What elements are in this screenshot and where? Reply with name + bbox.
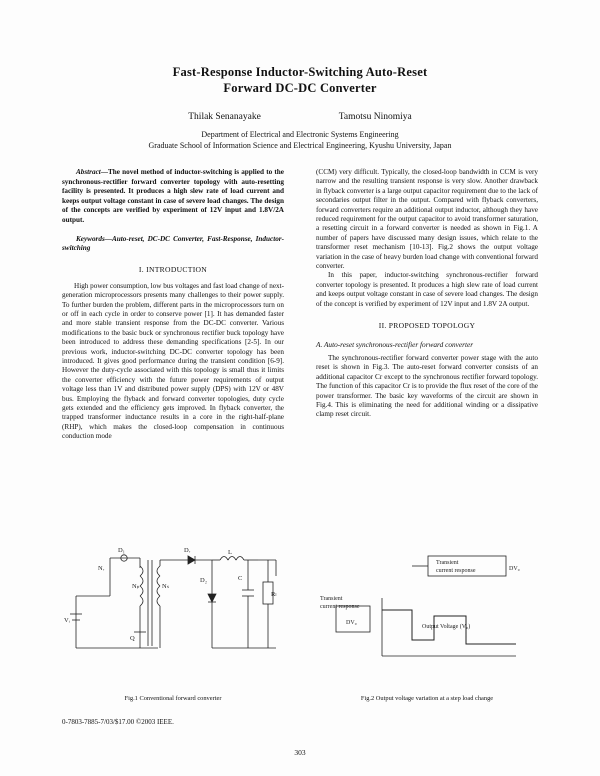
- page-number: 303: [294, 748, 306, 757]
- figure-1-schematic: [62, 536, 284, 686]
- abstract-label: Abstract: [76, 168, 101, 176]
- affiliation-line-1: Department of Electrical and Electronic Systems Engineering: [201, 130, 399, 139]
- copyright-line: 0-7803-7885-7/03/$17.00 ©2003 IEEE.: [62, 718, 174, 726]
- intro-continued: (CCM) very difficult. Typically, the closed-loop bandwidth in CCM is very narrow and the resulting transient response is very slow. Another drawback in flyback converter is a large output capacitor requirement due to the lack of secondaries output filter in the output. Compared with flyback converters, forward converters require an additional output inductor, although they have reduced requirement for the output capacitor to avoid transformer saturation, a resetting circuit in a forward converter is needed as shown in Fig.1. A number of papers have discussed many design issues, which relate to the transformer reset mechanism [10-13]. Fig.2 shows the output voltage variation in the case of heavy burden load change with conventional forward converter.: [316, 168, 538, 271]
- author-block: [60, 112, 540, 151]
- label-d2: D₂: [200, 577, 207, 584]
- section-head-introduction: I. INTRODUCTION: [138, 265, 208, 275]
- intro-paragraph-1: High power consumption, low bus voltages and fast load change of next-generation microprocessors presents many challenges to their power supply. To further burden the problem, different parts in the microprocessors turn on or off in each cycle in order to conserve power [1]. It has demanded faster and more stable transient response from the DC-DC converter. Various modifications to the basic buck or synchronous rectifier buck topology have been introduced to address these demanding specifications [2-5]. In our previous work, inductor-switching DC-DC converter topology has been introduced. It gives good performance during the transient condition [6-9]. However the duty-cycle associated with this topology is small thus it limits the converter efficiency with the future power requirements of output voltage less than 1V and distributed power supply (DPS) with 12V or 48V bus. Employing the flyback and forward converter topologies, duty cycle gets extended and the efficiency gets improved. In flyback converter, the trapped transformer inductance results in a core in the right-half-plane (RHP), which makes the closed-loop compensation in continuous conduction mode: [62, 281, 284, 441]
- abstract-text: The novel method of inductor-switching is applied to the synchronous-rectifier forward converter topology with auto-resetting facility is presented. It produces a high slew rate of load current and keeps output voltage constant in case of severe load changes. The design of the concepts are verified by experiment of 12V input and 1.8V/2A output.: [62, 168, 284, 224]
- subsection-head-autoreset: A. Auto-reset synchronous-rectifier forward converter: [316, 339, 474, 349]
- intro-paragraph-2: In this paper, inductor-switching synchronous-rectifier forward converter topology is presented. It produces a high slew rate of load current and keeps output voltage constant in case of severe load changes. The design of the concept is verified by experiment of 12V input and 1.8V 2A output.: [316, 271, 538, 308]
- figure-1: [62, 536, 284, 703]
- figure-2-caption: Fig.2 Output voltage variation at a step load change: [360, 695, 494, 702]
- label-dr: Dᵣ: [184, 547, 191, 554]
- figure-2: [316, 548, 538, 703]
- label-l: L: [228, 549, 232, 556]
- paper-title: [60, 64, 540, 96]
- label-transient-left: Transient: [320, 596, 343, 602]
- label-ns: Nₛ: [162, 583, 170, 590]
- section-head-topology: II. PROPOSED TOPOLOGY: [378, 321, 476, 331]
- affiliation-line-2: Graduate School of Information Science and Electrical Engineering, Kyushu University, Japan: [148, 141, 452, 150]
- author-1: Thilak Senanayake: [188, 112, 261, 122]
- label-output-voltage: Output Voltage (V₀): [422, 624, 471, 630]
- keywords-text: Auto-reset, DC-DC Converter, Fast-Response, Inductor-switching: [62, 234, 284, 252]
- figure-1-caption: Fig.1 Conventional forward converter: [124, 695, 222, 702]
- title-line-1: Fast-Response Inductor-Switching Auto-Reset: [172, 65, 428, 79]
- label-d1: D₁: [118, 547, 125, 554]
- label-transient-left-2: current response: [320, 604, 360, 610]
- label-q: Q: [130, 635, 135, 642]
- label-rl: Rₗ: [271, 591, 277, 598]
- keywords-label: Keywords: [76, 234, 105, 243]
- figure-2-waveform: [316, 548, 538, 686]
- label-dv0-box: DV₀: [346, 620, 357, 626]
- legend-transient-label: Transient: [436, 560, 459, 566]
- legend-dv0: DV₀: [509, 566, 520, 572]
- author-2: Tamotsu Ninomiya: [338, 112, 412, 122]
- abstract: Abstract—The novel method of inductor-switching is applied to the synchronous-rectifier forward converter topology with auto-resetting facility is presented. It produces a high slew rate of load current and keeps output voltage constant in case of severe load changes. The design of the concepts are verified by experiment of 12V input and 1.8V/2A output.: [62, 168, 284, 224]
- topology-paragraph-1: The synchronous-rectifier forward converter power stage with the auto reset is shown in Fig.3. The auto-reset forward converter consists of an additional capacitor Cr except to the synchronous rectifier forward topology. The function of this capacitor Cr is to provide the flux reset of the core of the power transformer. The basic key waveforms of the circuit are shown in Fig.4. This is eliminating the need for additional winding or a dissipative clamp reset circuit.: [316, 353, 538, 419]
- affiliation: [60, 129, 540, 151]
- label-vi: Vᵢ: [64, 617, 70, 624]
- right-column: [316, 168, 538, 420]
- left-column: [62, 168, 284, 442]
- label-np: Nₚ: [132, 583, 140, 590]
- label-nr: Nᵣ: [98, 565, 105, 572]
- title-line-2: Forward DC-DC Converter: [223, 81, 377, 95]
- keywords: Keywords—Auto-reset, DC-DC Converter, Fast-Response, Inductor-switching: [62, 234, 284, 252]
- label-c: C: [238, 575, 243, 582]
- legend-transient-sub: current response: [436, 568, 476, 574]
